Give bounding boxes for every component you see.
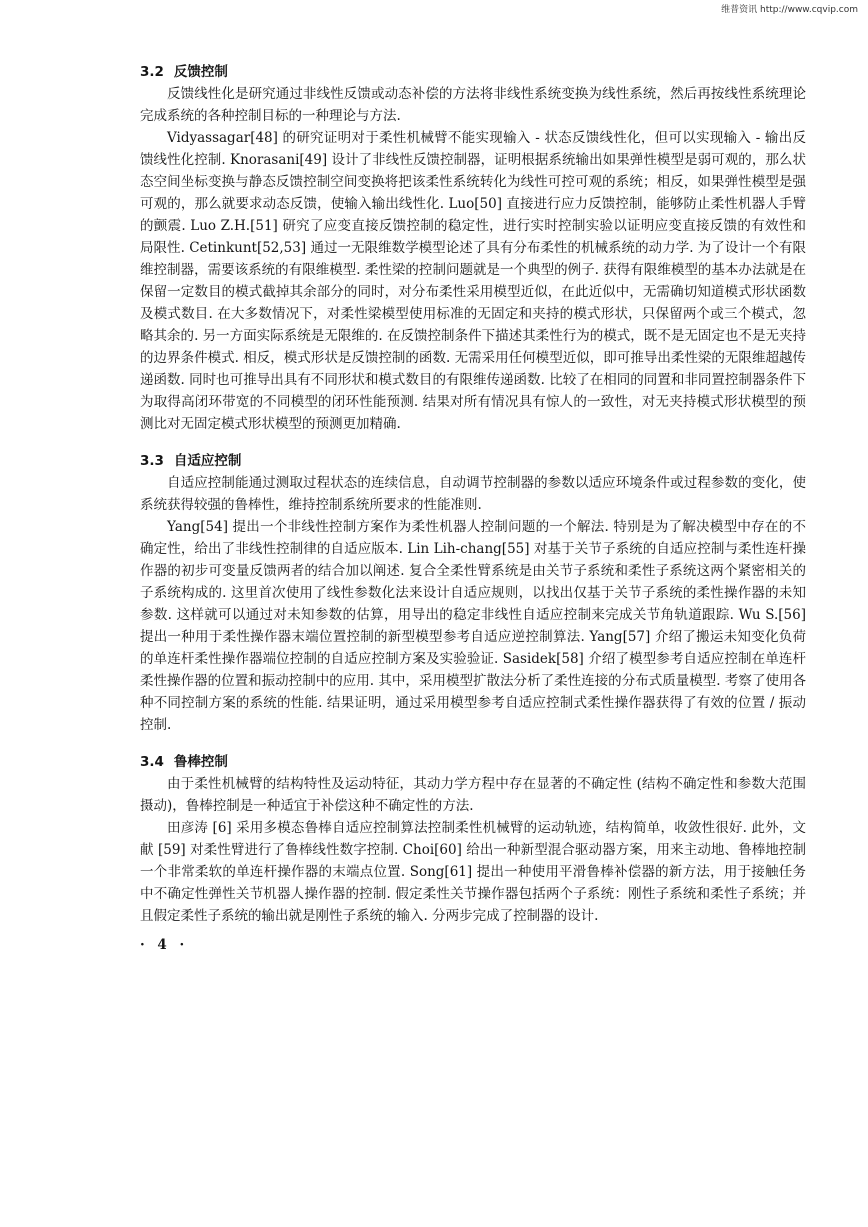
section-heading	[140, 61, 806, 83]
paragraph: 由于柔性机械臂的结构特性及运动特征，其动力学方程中存在显著的不确定性 (结构不确定性和参数大范围摄动)，鲁棒控制是一种适宜于补偿这种不确定性的方法.	[140, 776, 806, 814]
paragraph: 田彦涛 [6] 采用多模态鲁棒自适应控制算法控制柔性机械臂的运动轨迹，结构简单，收敛性很好. 此外，文献 [59] 对柔性臂进行了鲁棒线性数字控制. Choi[60] 给出一种新型混合驱动器方案，用来主动地、鲁棒地控制一个非常柔软的单连杆操作器的末端点位置. Song[61] 提出一种使用平滑鲁棒补偿器的新方法，用于接触任务中不确定性弹性关节机器人操作器的控制. 假定柔性关节操作器包括两个子系统：刚性子系统和柔性子系统；并且假定柔性子系统的输出就是刚性子系统的输入. 分两步完成了控制器的设计.	[140, 820, 806, 924]
section-3-2	[140, 61, 806, 435]
paragraph: 反馈线性化是研究通过非线性反馈或动态补偿的方法将非线性系统变换为线性系统，然后再按线性系统理论完成系统的各种控制目标的一种理论与方法.	[140, 86, 806, 124]
section-3-3	[140, 450, 806, 736]
section-number: 3.3	[140, 453, 164, 469]
section-number: 3.2	[140, 64, 164, 80]
section-title: 鲁棒控制	[173, 754, 228, 770]
section-number: 3.4	[140, 754, 164, 770]
section-heading	[140, 450, 806, 472]
page-body	[140, 61, 806, 927]
paragraph: Yang[54] 提出一个非线性控制方案作为柔性机器人控制问题的一个解法. 特别是为了解决模型中存在的不确定性，给出了非线性控制律的自适应版本. Lin Lih-chang[55] 对基于关节子系统的自适应控制与柔性连杆操作器的初步可变量反馈两者的结合加以阐述. 复合全柔性臂系统是由关节子系统和柔性子系统这两个紧密相关的子系统构成的. 这里首次使用了线性参数化法来设计自适应规则，以找出仅基于关节子系统的柔性操作器的未知参数. 这样就可以通过对未知参数的估算，用导出的稳定非线性自适应控制来完成关节角轨道跟踪. Wu S.[56] 提出一种用于柔性操作器末端位置控制的新型模型参考自适应逆控制算法. Yang[57] 介绍了搬运未知变化负荷的单连杆柔性操作器端位控制的自适应控制方案及实验验证. Sasidek[58] 介绍了模型参考自适应控制在单连杆柔性操作器的位置和振动控制中的应用. 其中，采用模型扩散法分析了柔性连接的分布式质量模型. 考察了使用各种不同控制方案的系统的性能. 结果证明，通过采用模型参考自适应控制式柔性操作器获得了有效的位置 / 振动控制.	[140, 519, 806, 733]
section-3-4	[140, 751, 806, 927]
paragraph: Vidyassagar[48] 的研究证明对于柔性机械臂不能实现输入 - 状态反馈线性化，但可以实现输入 - 输出反馈线性化控制. Knorasani[49] 设计了非线性反馈控制器，证明根据系统输出如果弹性模型是弱可观的，那么状态空间坐标变换与静态反馈控制空间变换将把该柔性系统转化为线性可控可观的系统；相反，如果弹性模型是强可观的，那么就要求动态反馈，使输入输出线性化. Luo[50] 直接进行应力反馈控制，能够防止柔性机器人手臂的颤震. Luo Z.H.[51] 研究了应变直接反馈控制的稳定性，进行实时控制实验以证明应变直接反馈的有效性和局限性. Cetinkunt[52,53] 通过一无限维数学模型论述了具有分布柔性的机械系统的动力学. 为了设计一个有限维控制器，需要该系统的有限维模型. 柔性梁的控制问题就是一个典型的例子. 获得有限维模型的基本办法就是在保留一定数目的模式截掉其余部分的同时，对分布柔性采用模型近似，在此近似中，无需确切知道模式形状函数及模式数目. 在大多数情况下，对柔性梁模型使用标准的无固定和夹持的模式形状，只保留两个或三个模式，忽略其余的. 另一方面实际系统是无限维的. 在反馈控制条件下描述其柔性行为的模式，既不是无固定也不是无夹持的边界条件模式. 相反，模式形状是反馈控制的函数. 无需采用任何模型近似，即可推导出柔性梁的无限维超越传递函数. 同时也可推导出具有不同形状和模式数目的有限维传递函数. 比较了在相同的同置和非同置控制器条件下为取得高闭环带宽的不同模型的闭环性能预测. 结果对所有情况具有惊人的一致性，对无夹持模式形状模型的预测比对无固定模式形状模型的预测更加精确.	[140, 130, 806, 432]
watermark: 维普资讯 http://www.cqvip.com	[721, 5, 858, 15]
section-title: 反馈控制	[173, 64, 228, 80]
section-heading	[140, 751, 806, 773]
page-number: · 4 ·	[140, 937, 189, 953]
section-title: 自适应控制	[173, 453, 242, 469]
paragraph: 自适应控制能通过测取过程状态的连续信息，自动调节控制器的参数以适应环境条件或过程参数的变化，使系统获得较强的鲁棒性，维持控制系统所要求的性能准则.	[140, 475, 806, 513]
